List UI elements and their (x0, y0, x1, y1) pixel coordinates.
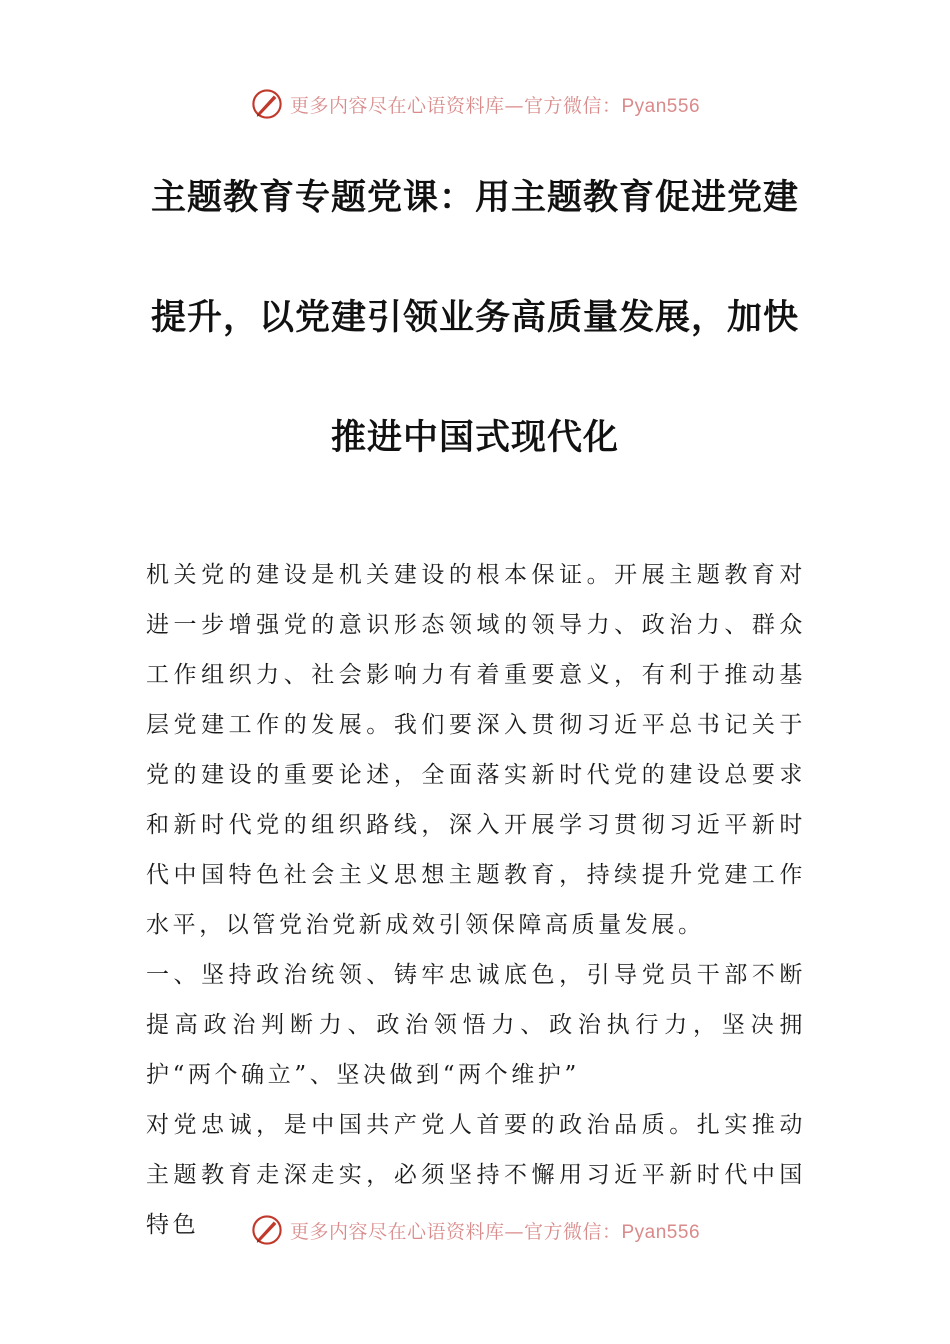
section-heading-1: 一、坚持政治统领、铸牢忠诚底色，引导党员干部不断提高政治判断力、政治领悟力、政治执行力，坚决拥护“两个确立”、坚决做到“两个维护” (146, 962, 806, 1088)
paragraph-section-1: 对党忠诚，是中国共产党人首要的政治品质。扎实推动主题教育走深走实，必须坚持不懈用习近平新时代中国特色 (146, 1112, 806, 1238)
pen-logo-icon (250, 1213, 284, 1247)
title-line-2: 提升，以党建引领业务高质量发展，加快 (150, 298, 799, 338)
pen-logo-icon (250, 87, 284, 121)
watermark-label: 更多内容尽在心语资料库—官方微信： (289, 1220, 622, 1243)
title-line-1: 主题教育专题党课：用主题教育促进党建 (150, 178, 799, 218)
watermark-text (290, 1217, 700, 1244)
document-title (100, 150, 850, 510)
title-line-3: 推进中国式现代化 (330, 418, 619, 458)
watermark-account: Pyan556 (621, 95, 701, 117)
watermark-account: Pyan556 (621, 1221, 701, 1243)
footer-watermark (0, 1210, 950, 1250)
watermark-label: 更多内容尽在心语资料库—官方微信： (289, 94, 622, 117)
paragraph-intro: 机关党的建设是机关建设的根本保证。开展主题教育对进一步增强党的意识形态领域的领导力、政治力、群众工作组织力、社会影响力有着重要意义，有利于推动基层党建工作的发展。我们要深入贯彻习近平总书记关于党的建设的重要论述，全面落实新时代党的建设总要求和新时代党的组织路线，深入开展学习贯彻习近平新时代中国特色社会主义思想主题教育，持续提升党建工作水平，以管党治党新成效引领保障高质量发展。 (146, 562, 806, 938)
document-body (146, 550, 806, 1250)
header-watermark (0, 84, 950, 124)
watermark-text (290, 91, 700, 118)
